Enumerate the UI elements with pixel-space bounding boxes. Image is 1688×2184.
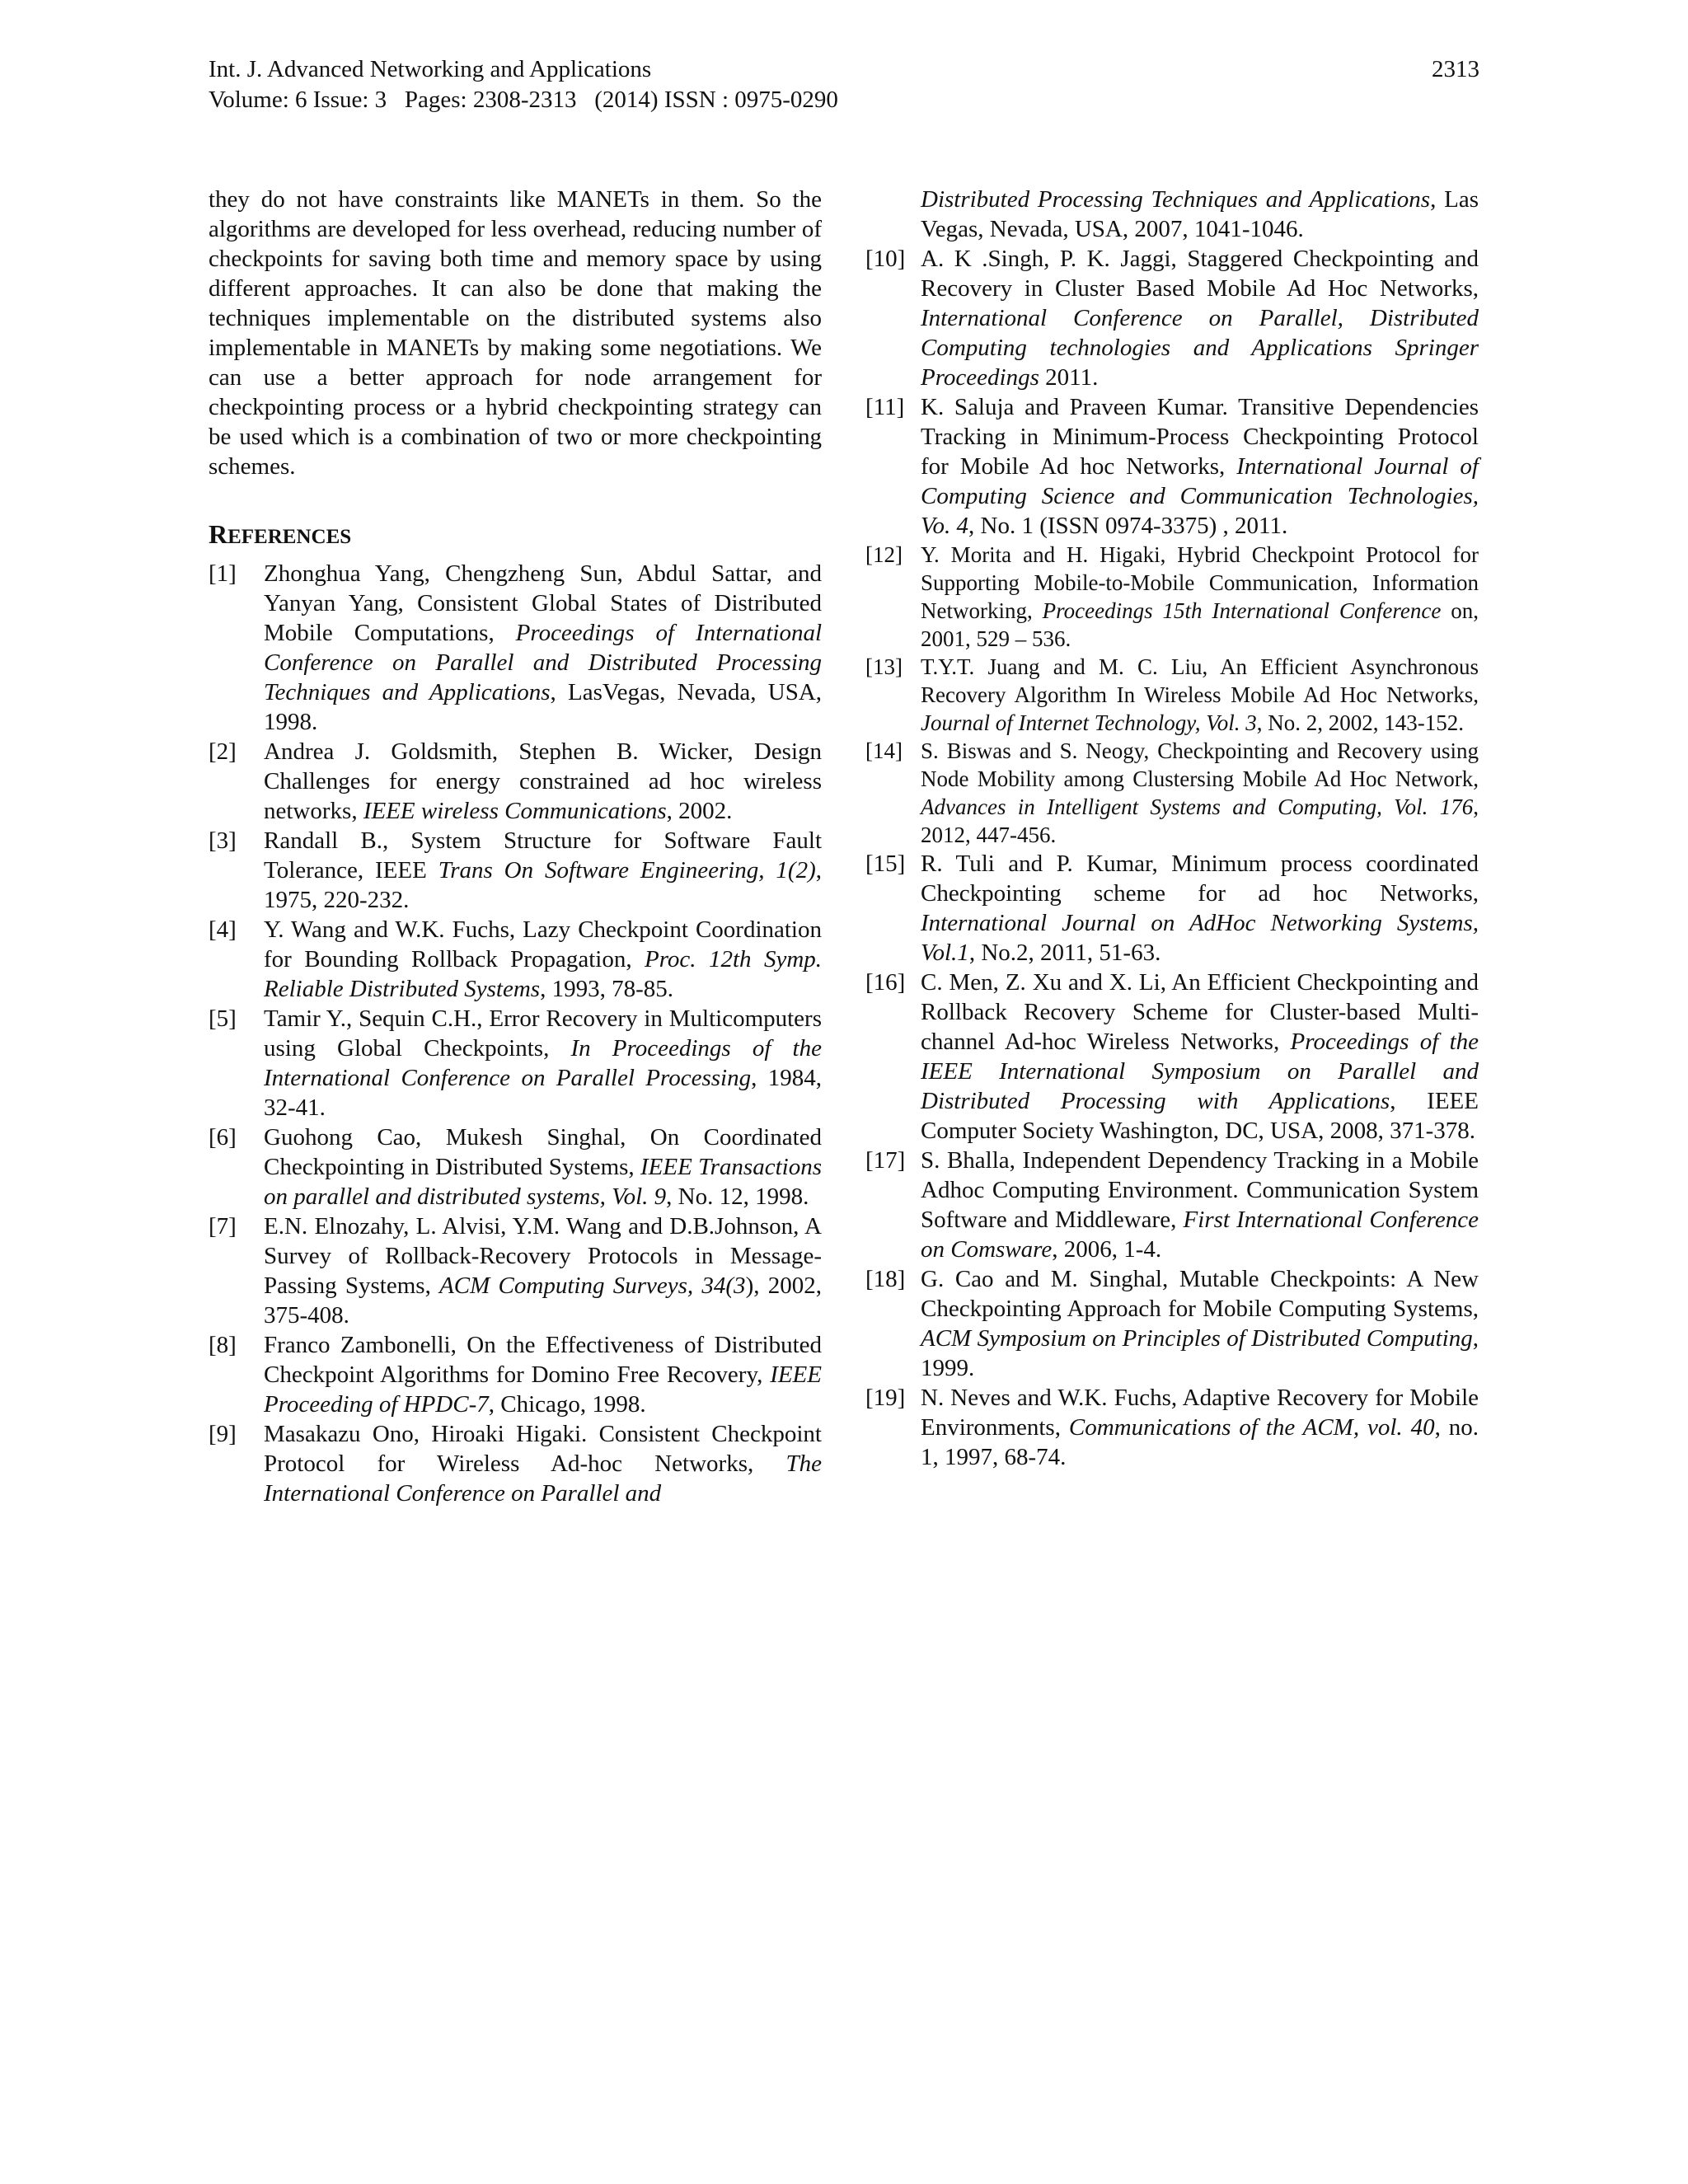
reference-item xyxy=(865,244,1479,392)
reference-venue: Proceedings of the IEEE International Symposium on Parallel and Distributed Processing with Applications xyxy=(921,1029,1479,1114)
reference-item xyxy=(209,559,822,737)
reference-number: [15] xyxy=(865,851,906,877)
reference-details: , 1999. xyxy=(921,1325,1479,1381)
reference-authors-title: Tamir Y., Sequin C.H., Error Recovery in Multicomputers using Global Checkpoints, xyxy=(264,1005,822,1062)
reference-venue: International Conference on Parallel, Distributed Computing technologies and Applications Springer Proceedings xyxy=(921,305,1479,391)
reference-text xyxy=(921,185,1479,244)
references-list-right xyxy=(865,185,1479,1472)
volume-info: Volume: 6 Issue: 3 Pages: 2308-2313 (2014) ISSN : 0975-0290 xyxy=(209,87,838,113)
journal-title: Int. J. Advanced Networking and Applications xyxy=(209,56,652,82)
reference-venue: Trans On Software Engineering, 1(2) xyxy=(438,857,816,883)
reference-text xyxy=(921,737,1479,849)
reference-item xyxy=(865,968,1479,1146)
reference-number: [5] xyxy=(209,1005,237,1032)
reference-text xyxy=(264,915,822,1004)
reference-venue: Proceedings 15th International Conference xyxy=(1042,598,1442,623)
reference-number: [8] xyxy=(209,1332,237,1358)
reference-text xyxy=(921,968,1479,1146)
reference-number: [14] xyxy=(865,738,903,763)
reference-venue: IEEE wireless Communications xyxy=(363,798,667,824)
reference-authors-title: E.N. Elnozahy, L. Alvisi, Y.M. Wang and D.B.Johnson, A Survey of Rollback-Recovery Protocols in Message-Passing Systems, xyxy=(264,1213,822,1299)
reference-venue: IEEE Transactions on parallel and distributed systems, Vol. 9 xyxy=(264,1154,822,1210)
reference-venue: IEEE Proceeding of HPDC-7 xyxy=(264,1361,822,1418)
reference-item xyxy=(209,1330,822,1419)
reference-authors-title: S. Bhalla, Independent Dependency Tracking in a Mobile Adhoc Computing Environment. Communication System Software and Middleware, xyxy=(921,1147,1479,1233)
reference-authors-title: T.Y.T. Juang and M. C. Liu, An Efficient Asynchronous Recovery Algorithm In Wireless Mobile Ad Hoc Networks, xyxy=(921,654,1479,707)
reference-text xyxy=(921,392,1479,541)
reference-authors-title: Masakazu Ono, Hiroaki Higaki. Consistent Checkpoint Protocol for Wireless Ad-hoc Networks, xyxy=(264,1421,822,1477)
reference-details: , 2012, 447-456. xyxy=(921,794,1479,847)
reference-item xyxy=(865,737,1479,849)
reference-details: , No. 2, 2002, 143-152. xyxy=(1256,710,1464,735)
reference-details: , 1984, 32-41. xyxy=(264,1065,822,1121)
reference-details: , No. 1 (ISSN 0974-3375) , 2011. xyxy=(968,513,1288,539)
reference-text xyxy=(264,1330,822,1419)
reference-text xyxy=(264,1122,822,1212)
reference-authors-title: Andrea J. Goldsmith, Stephen B. Wicker, Design Challenges for energy constrained ad hoc wireless networks, xyxy=(264,738,822,824)
reference-details: , 2002. xyxy=(666,798,733,824)
reference-authors-title: R. Tuli and P. Kumar, Minimum process coordinated Checkpointing scheme for ad hoc Networks, xyxy=(921,851,1479,907)
reference-item xyxy=(209,1419,822,1508)
reference-venue: First International Conference on Comsware xyxy=(921,1207,1479,1263)
reference-number: [17] xyxy=(865,1147,906,1174)
reference-number: [4] xyxy=(209,916,237,943)
page-number: 2313 xyxy=(1432,56,1479,82)
reference-details: , Las Vegas, Nevada, USA, 2007, 1041-1046. xyxy=(921,186,1479,242)
reference-details: 2011. xyxy=(1039,364,1099,391)
reference-details: , LasVegas, Nevada, USA, 1998. xyxy=(264,679,823,735)
reference-authors-title: Guohong Cao, Mukesh Singhal, On Coordinated Checkpointing in Distributed Systems, xyxy=(264,1124,822,1180)
reference-authors-title: A. K .Singh, P. K. Jaggi, Staggered Checkpointing and Recovery in Cluster Based Mobile Ad Hoc Networks, xyxy=(921,246,1479,302)
reference-item xyxy=(209,1212,822,1330)
reference-authors-title: Zhonghua Yang, Chengzheng Sun, Abdul Sattar, and Yanyan Yang, Consistent Global States of Distributed Mobile Computations, xyxy=(264,560,822,646)
references-heading: REFERENCES xyxy=(209,519,352,549)
reference-details: , Chicago, 1998. xyxy=(488,1391,646,1418)
reference-number: [10] xyxy=(865,246,906,272)
intro-paragraph: they do not have constraints like MANETs in them. So the algorithms are developed for less overhead, reducing number of checkpoints for saving both time and memory space by using different approaches. It can also be done that making the techniques implementable on the distributed systems also implementable in MANETs by making some negotiations. We can use a better approach for node arrangement for checkpointing process or a hybrid checkpointing strategy can be used which is a combination of two or more checkpointing schemes. xyxy=(209,186,822,480)
reference-text xyxy=(921,1383,1479,1472)
reference-item xyxy=(209,737,822,826)
reference-venue: Journal of Internet Technology, Vol. 3 xyxy=(921,710,1257,735)
reference-authors-title: C. Men, Z. Xu and X. Li, An Efficient Checkpointing and Rollback Recovery Scheme for Cluster-based Multi-channel Ad-hoc Wireless Networks, xyxy=(921,969,1479,1055)
right-column xyxy=(865,185,1479,1472)
reference-number: [9] xyxy=(209,1421,237,1447)
reference-venue: Communications of the ACM, vol. 40 xyxy=(1068,1414,1435,1441)
reference-number: [2] xyxy=(209,738,237,765)
reference-number: [7] xyxy=(209,1213,237,1240)
reference-item xyxy=(865,541,1479,653)
reference-item xyxy=(865,185,1479,244)
reference-details: , 1993, 78-85. xyxy=(540,976,673,1002)
reference-authors-title: S. Biswas and S. Neogy, Checkpointing and Recovery using Node Mobility among Clustersing Mobile Ad Hoc Network, xyxy=(921,738,1479,791)
reference-item xyxy=(209,1004,822,1122)
reference-text xyxy=(921,653,1479,737)
reference-venue: International Journal on AdHoc Networking Systems, Vol.1 xyxy=(921,910,1479,966)
reference-number: [19] xyxy=(865,1385,906,1411)
reference-details: , No.2, 2011, 51-63. xyxy=(968,940,1161,966)
reference-text xyxy=(921,541,1479,653)
reference-text xyxy=(264,1419,822,1508)
reference-details: ), 2002, 375-408. xyxy=(264,1272,822,1329)
reference-authors-title: Y. Wang and W.K. Fuchs, Lazy Checkpoint Coordination for Bounding Rollback Propagation, xyxy=(264,916,822,972)
reference-authors-title: K. Saluja and Praveen Kumar. Transitive Dependencies Tracking in Minimum-Process Checkpointing Protocol for Mobile Ad hoc Networks, xyxy=(921,394,1479,480)
reference-text xyxy=(264,737,822,826)
reference-venue: ACM Computing Surveys, 34(3 xyxy=(439,1272,746,1299)
reference-number: [18] xyxy=(865,1266,906,1292)
reference-text xyxy=(921,1264,1479,1383)
reference-venue: Proc. 12th Symp. Reliable Distributed Systems xyxy=(264,946,823,1002)
reference-text xyxy=(264,1212,822,1330)
reference-item xyxy=(865,1383,1479,1472)
reference-number: [11] xyxy=(865,394,905,420)
reference-text xyxy=(921,1146,1479,1264)
left-column xyxy=(209,185,822,1508)
reference-item xyxy=(865,653,1479,737)
reference-venue: In Proceedings of the International Conference on Parallel Processing xyxy=(264,1035,822,1091)
reference-number: [12] xyxy=(865,542,903,567)
reference-number: [6] xyxy=(209,1124,237,1151)
reference-item xyxy=(865,392,1479,541)
reference-details: , IEEE Computer Society Washington, DC, USA, 2008, 371-378. xyxy=(921,1088,1479,1144)
reference-item xyxy=(209,1122,822,1212)
reference-item xyxy=(865,849,1479,968)
reference-text xyxy=(921,244,1479,392)
reference-details: on, 2001, 529 – 536. xyxy=(921,598,1479,651)
reference-authors-title: G. Cao and M. Singhal, Mutable Checkpoints: A New Checkpointing Approach for Mobile Computing Systems, xyxy=(921,1266,1479,1322)
reference-details: , No. 12, 1998. xyxy=(666,1183,809,1210)
reference-number: [13] xyxy=(865,654,903,679)
reference-item xyxy=(865,1264,1479,1383)
reference-venue: Distributed Processing Techniques and Applications xyxy=(921,186,1431,213)
reference-number: [1] xyxy=(209,560,237,587)
reference-venue: The International Conference on Parallel and xyxy=(264,1451,822,1507)
page-header xyxy=(209,54,1479,115)
reference-text xyxy=(264,1004,822,1122)
reference-venue: Advances in Intelligent Systems and Computing, Vol. 176 xyxy=(921,794,1474,819)
references-list-left xyxy=(209,559,822,1508)
reference-item xyxy=(865,1146,1479,1264)
reference-item xyxy=(209,915,822,1004)
reference-text xyxy=(264,559,822,737)
reference-number: [16] xyxy=(865,969,906,996)
reference-number: [3] xyxy=(209,827,237,854)
reference-item xyxy=(209,826,822,915)
reference-text xyxy=(921,849,1479,968)
reference-authors-title: N. Neves and W.K. Fuchs, Adaptive Recovery for Mobile Environments, xyxy=(921,1385,1479,1441)
reference-venue: Proceedings of International Conference on Parallel and Distributed Processing Techniques and Applications xyxy=(264,620,823,705)
reference-authors-title: Y. Morita and H. Higaki, Hybrid Checkpoint Protocol for Supporting Mobile-to-Mobile Communication, Information Networking, xyxy=(921,542,1479,623)
reference-details: , 2006, 1-4. xyxy=(1052,1236,1162,1263)
reference-authors-title: Randall B., System Structure for Software Fault Tolerance, IEEE xyxy=(264,827,822,883)
reference-authors-title: Franco Zambonelli, On the Effectiveness of Distributed Checkpoint Algorithms for Domino Free Recovery, xyxy=(264,1332,822,1388)
reference-venue: International Journal of Computing Science and Communication Technologies, Vo. 4 xyxy=(921,453,1479,539)
reference-venue: ACM Symposium on Principles of Distributed Computing xyxy=(921,1325,1473,1352)
reference-details: , 1975, 220-232. xyxy=(264,857,822,913)
reference-details: , no. 1, 1997, 68-74. xyxy=(921,1414,1479,1470)
reference-text xyxy=(264,826,822,915)
